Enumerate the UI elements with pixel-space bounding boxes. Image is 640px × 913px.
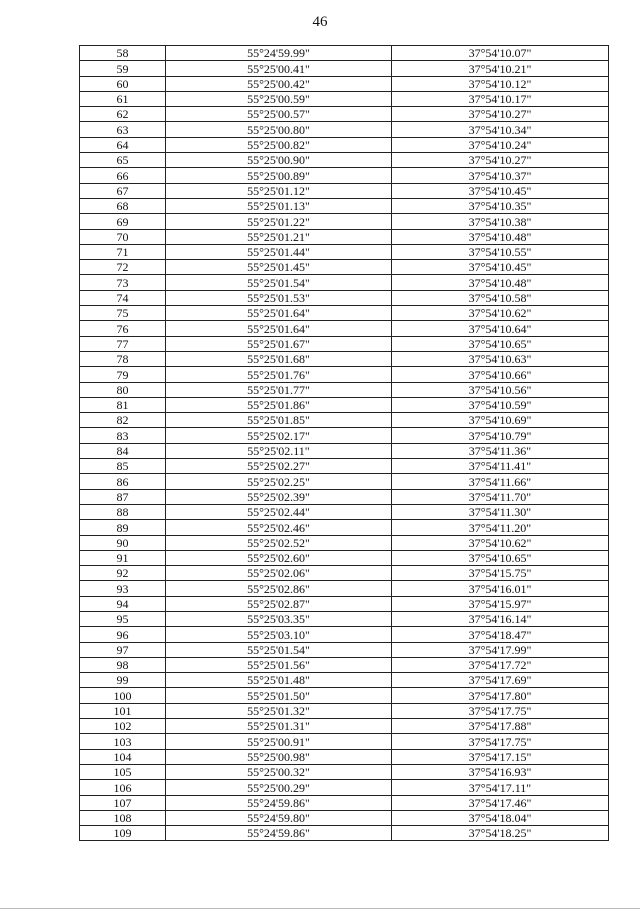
longitude-cell: 37°54'11.66" (392, 474, 609, 489)
latitude-cell: 55°25'02.60" (166, 550, 392, 565)
latitude-cell: 55°25'01.32" (166, 703, 392, 718)
table-row (80, 474, 609, 489)
table-row (80, 336, 609, 351)
point-number-cell: 94 (80, 596, 166, 611)
table-row (80, 61, 609, 76)
longitude-cell: 37°54'17.72" (392, 657, 609, 672)
table-row (80, 795, 609, 810)
latitude-cell: 55°25'01.54" (166, 275, 392, 290)
latitude-cell: 55°25'01.85" (166, 413, 392, 428)
point-number-cell: 79 (80, 367, 166, 382)
longitude-cell: 37°54'10.58" (392, 290, 609, 305)
point-number-cell: 77 (80, 336, 166, 351)
point-number-cell: 98 (80, 657, 166, 672)
point-number-cell: 105 (80, 764, 166, 779)
latitude-cell: 55°25'01.68" (166, 351, 392, 366)
latitude-cell: 55°25'02.86" (166, 581, 392, 596)
latitude-cell: 55°25'01.64" (166, 306, 392, 321)
longitude-cell: 37°54'16.14" (392, 611, 609, 626)
longitude-cell: 37°54'10.24" (392, 137, 609, 152)
longitude-cell: 37°54'10.17" (392, 91, 609, 106)
longitude-cell: 37°54'10.63" (392, 351, 609, 366)
latitude-cell: 55°25'02.27" (166, 459, 392, 474)
latitude-cell: 55°24'59.86" (166, 826, 392, 841)
longitude-cell: 37°54'10.27" (392, 153, 609, 168)
longitude-cell: 37°54'10.34" (392, 122, 609, 137)
latitude-cell: 55°25'01.77" (166, 382, 392, 397)
longitude-cell: 37°54'11.70" (392, 489, 609, 504)
longitude-cell: 37°54'10.62" (392, 535, 609, 550)
point-number-cell: 83 (80, 428, 166, 443)
table-row (80, 275, 609, 290)
longitude-cell: 37°54'10.45" (392, 260, 609, 275)
latitude-cell: 55°25'01.67" (166, 336, 392, 351)
longitude-cell: 37°54'17.80" (392, 688, 609, 703)
table-row (80, 214, 609, 229)
latitude-cell: 55°25'00.98" (166, 749, 392, 764)
latitude-cell: 55°25'00.41" (166, 61, 392, 76)
table-row (80, 504, 609, 519)
point-number-cell: 84 (80, 443, 166, 458)
table-row (80, 321, 609, 336)
longitude-cell: 37°54'10.35" (392, 198, 609, 213)
point-number-cell: 86 (80, 474, 166, 489)
longitude-cell: 37°54'10.65" (392, 336, 609, 351)
table-row (80, 703, 609, 718)
table-row (80, 137, 609, 152)
table-row (80, 657, 609, 672)
longitude-cell: 37°54'17.15" (392, 749, 609, 764)
table-row (80, 443, 609, 458)
table-row (80, 489, 609, 504)
latitude-cell: 55°25'03.10" (166, 627, 392, 642)
latitude-cell: 55°25'02.17" (166, 428, 392, 443)
latitude-cell: 55°25'01.44" (166, 244, 392, 259)
longitude-cell: 37°54'11.30" (392, 504, 609, 519)
table-row (80, 107, 609, 122)
longitude-cell: 37°54'10.66" (392, 367, 609, 382)
table-row (80, 642, 609, 657)
page-number: 46 (312, 14, 328, 30)
longitude-cell: 37°54'10.12" (392, 76, 609, 91)
longitude-cell: 37°54'10.65" (392, 550, 609, 565)
point-number-cell: 109 (80, 826, 166, 841)
latitude-cell: 55°25'01.54" (166, 642, 392, 657)
longitude-cell: 37°54'10.55" (392, 244, 609, 259)
table-row (80, 581, 609, 596)
longitude-cell: 37°54'10.45" (392, 183, 609, 198)
longitude-cell: 37°54'18.25" (392, 826, 609, 841)
longitude-cell: 37°54'11.20" (392, 520, 609, 535)
point-number-cell: 108 (80, 810, 166, 825)
point-number-cell: 68 (80, 198, 166, 213)
table-row (80, 764, 609, 779)
point-number-cell: 71 (80, 244, 166, 259)
point-number-cell: 74 (80, 290, 166, 305)
point-number-cell: 82 (80, 413, 166, 428)
latitude-cell: 55°25'01.12" (166, 183, 392, 198)
point-number-cell: 93 (80, 581, 166, 596)
latitude-cell: 55°25'02.44" (166, 504, 392, 519)
latitude-cell: 55°25'01.86" (166, 397, 392, 412)
latitude-cell: 55°25'01.50" (166, 688, 392, 703)
point-number-cell: 64 (80, 137, 166, 152)
table-row (80, 734, 609, 749)
table-row (80, 550, 609, 565)
point-number-cell: 80 (80, 382, 166, 397)
point-number-cell: 85 (80, 459, 166, 474)
latitude-cell: 55°25'01.64" (166, 321, 392, 336)
point-number-cell: 63 (80, 122, 166, 137)
longitude-cell: 37°54'10.62" (392, 306, 609, 321)
table-row (80, 780, 609, 795)
table-row (80, 596, 609, 611)
table-row (80, 520, 609, 535)
longitude-cell: 37°54'17.99" (392, 642, 609, 657)
table-row (80, 122, 609, 137)
table-row (80, 351, 609, 366)
longitude-cell: 37°54'11.36" (392, 443, 609, 458)
longitude-cell: 37°54'10.48" (392, 229, 609, 244)
longitude-cell: 37°54'17.46" (392, 795, 609, 810)
latitude-cell: 55°25'01.21" (166, 229, 392, 244)
table-row (80, 566, 609, 581)
longitude-cell: 37°54'17.75" (392, 703, 609, 718)
table-row (80, 168, 609, 183)
point-number-cell: 102 (80, 719, 166, 734)
table-row (80, 428, 609, 443)
table-row (80, 459, 609, 474)
table-row (80, 611, 609, 626)
latitude-cell: 55°25'02.46" (166, 520, 392, 535)
longitude-cell: 37°54'10.59" (392, 397, 609, 412)
latitude-cell: 55°25'01.45" (166, 260, 392, 275)
table-row (80, 153, 609, 168)
point-number-cell: 75 (80, 306, 166, 321)
point-number-cell: 99 (80, 673, 166, 688)
point-number-cell: 76 (80, 321, 166, 336)
table-row (80, 76, 609, 91)
longitude-cell: 37°54'16.93" (392, 764, 609, 779)
table-row (80, 260, 609, 275)
latitude-cell: 55°25'02.52" (166, 535, 392, 550)
point-number-cell: 73 (80, 275, 166, 290)
table-row (80, 306, 609, 321)
latitude-cell: 55°25'02.06" (166, 566, 392, 581)
coordinates-table (79, 45, 609, 841)
longitude-cell: 37°54'10.79" (392, 428, 609, 443)
table-row (80, 810, 609, 825)
point-number-cell: 91 (80, 550, 166, 565)
point-number-cell: 103 (80, 734, 166, 749)
table-row (80, 719, 609, 734)
point-number-cell: 92 (80, 566, 166, 581)
latitude-cell: 55°25'01.48" (166, 673, 392, 688)
longitude-cell: 37°54'17.88" (392, 719, 609, 734)
page-bottom-edge (0, 908, 640, 909)
longitude-cell: 37°54'10.56" (392, 382, 609, 397)
point-number-cell: 78 (80, 351, 166, 366)
point-number-cell: 58 (80, 46, 166, 61)
table-row (80, 688, 609, 703)
point-number-cell: 69 (80, 214, 166, 229)
coordinates-table-body (80, 46, 609, 841)
longitude-cell: 37°54'15.75" (392, 566, 609, 581)
point-number-cell: 70 (80, 229, 166, 244)
table-row (80, 382, 609, 397)
longitude-cell: 37°54'15.97" (392, 596, 609, 611)
latitude-cell: 55°25'00.91" (166, 734, 392, 749)
point-number-cell: 88 (80, 504, 166, 519)
longitude-cell: 37°54'16.01" (392, 581, 609, 596)
longitude-cell: 37°54'10.64" (392, 321, 609, 336)
latitude-cell: 55°25'00.80" (166, 122, 392, 137)
latitude-cell: 55°25'01.22" (166, 214, 392, 229)
latitude-cell: 55°25'00.57" (166, 107, 392, 122)
latitude-cell: 55°25'00.42" (166, 76, 392, 91)
longitude-cell: 37°54'17.11" (392, 780, 609, 795)
latitude-cell: 55°25'01.31" (166, 719, 392, 734)
latitude-cell: 55°24'59.99" (166, 46, 392, 61)
point-number-cell: 107 (80, 795, 166, 810)
point-number-cell: 96 (80, 627, 166, 642)
longitude-cell: 37°54'18.47" (392, 627, 609, 642)
table-row (80, 397, 609, 412)
point-number-cell: 87 (80, 489, 166, 504)
table-row (80, 627, 609, 642)
latitude-cell: 55°24'59.80" (166, 810, 392, 825)
point-number-cell: 65 (80, 153, 166, 168)
point-number-cell: 90 (80, 535, 166, 550)
table-row (80, 183, 609, 198)
latitude-cell: 55°25'00.89" (166, 168, 392, 183)
point-number-cell: 106 (80, 780, 166, 795)
longitude-cell: 37°54'10.21" (392, 61, 609, 76)
point-number-cell: 89 (80, 520, 166, 535)
point-number-cell: 81 (80, 397, 166, 412)
table-row (80, 290, 609, 305)
table-row (80, 198, 609, 213)
latitude-cell: 55°25'02.11" (166, 443, 392, 458)
longitude-cell: 37°54'10.37" (392, 168, 609, 183)
table-row (80, 673, 609, 688)
latitude-cell: 55°25'00.29" (166, 780, 392, 795)
table-row (80, 413, 609, 428)
point-number-cell: 61 (80, 91, 166, 106)
longitude-cell: 37°54'11.41" (392, 459, 609, 474)
point-number-cell: 72 (80, 260, 166, 275)
table-row (80, 367, 609, 382)
latitude-cell: 55°25'02.87" (166, 596, 392, 611)
latitude-cell: 55°25'01.76" (166, 367, 392, 382)
table-row (80, 244, 609, 259)
longitude-cell: 37°54'17.69" (392, 673, 609, 688)
latitude-cell: 55°25'02.25" (166, 474, 392, 489)
longitude-cell: 37°54'10.38" (392, 214, 609, 229)
longitude-cell: 37°54'10.48" (392, 275, 609, 290)
point-number-cell: 59 (80, 61, 166, 76)
point-number-cell: 66 (80, 168, 166, 183)
point-number-cell: 97 (80, 642, 166, 657)
latitude-cell: 55°25'00.82" (166, 137, 392, 152)
latitude-cell: 55°25'00.32" (166, 764, 392, 779)
longitude-cell: 37°54'10.07" (392, 46, 609, 61)
table-row (80, 46, 609, 61)
latitude-cell: 55°25'00.90" (166, 153, 392, 168)
latitude-cell: 55°24'59.86" (166, 795, 392, 810)
longitude-cell: 37°54'10.69" (392, 413, 609, 428)
longitude-cell: 37°54'18.04" (392, 810, 609, 825)
latitude-cell: 55°25'00.59" (166, 91, 392, 106)
point-number-cell: 100 (80, 688, 166, 703)
point-number-cell: 62 (80, 107, 166, 122)
point-number-cell: 60 (80, 76, 166, 91)
longitude-cell: 37°54'10.27" (392, 107, 609, 122)
point-number-cell: 95 (80, 611, 166, 626)
longitude-cell: 37°54'17.75" (392, 734, 609, 749)
point-number-cell: 67 (80, 183, 166, 198)
latitude-cell: 55°25'03.35" (166, 611, 392, 626)
latitude-cell: 55°25'01.53" (166, 290, 392, 305)
table-row (80, 826, 609, 841)
latitude-cell: 55°25'01.56" (166, 657, 392, 672)
table-row (80, 229, 609, 244)
table-row (80, 535, 609, 550)
latitude-cell: 55°25'02.39" (166, 489, 392, 504)
point-number-cell: 104 (80, 749, 166, 764)
table-row (80, 91, 609, 106)
table-row (80, 749, 609, 764)
point-number-cell: 101 (80, 703, 166, 718)
latitude-cell: 55°25'01.13" (166, 198, 392, 213)
